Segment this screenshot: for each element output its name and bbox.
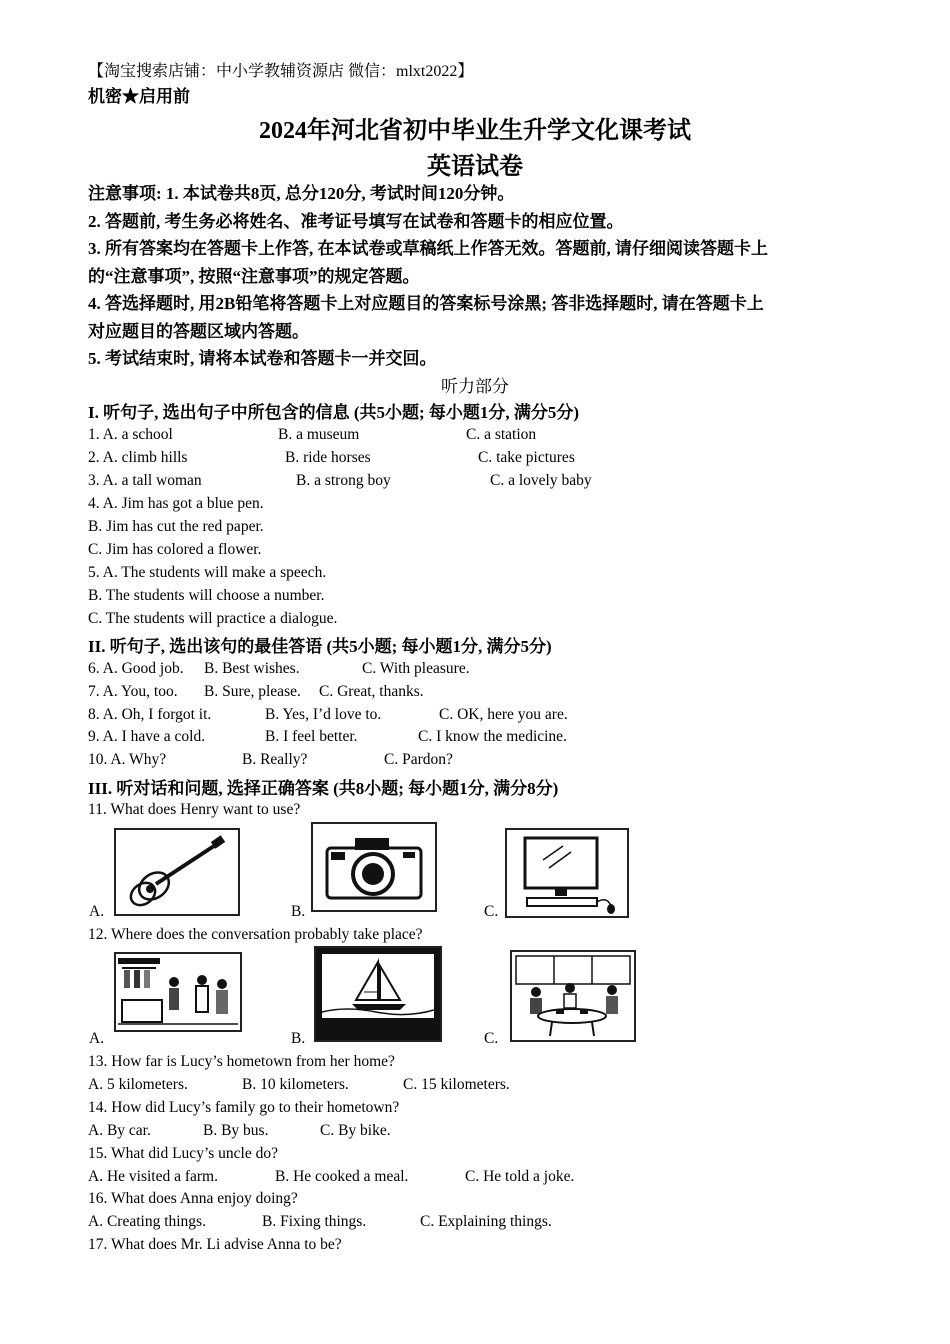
q15-option-b: B. He cooked a meal. (275, 1168, 409, 1185)
q10-option-b: B. Really? (242, 751, 308, 768)
q4-option-a: 4. A. Jim has got a blue pen. (88, 495, 264, 512)
q14-question: 14. How did Lucy’s family go to their hometown? (88, 1099, 400, 1116)
q6-option-c: C. With pleasure. (362, 660, 470, 677)
q10-option-c: C. Pardon? (384, 751, 453, 768)
q9-option-c: C. I know the medicine. (418, 728, 567, 745)
q13-question: 13. How far is Lucy’s hometown from her home? (88, 1053, 395, 1070)
q3-option-b: B. a strong boy (296, 472, 391, 489)
q1-option-a: 1. A. a school (88, 426, 173, 443)
q2-option-a: 2. A. climb hills (88, 449, 188, 466)
exam-subtitle: 英语试卷 (427, 154, 523, 180)
note-line: 的“注意事项”, 按照“注意事项”的规定答题。 (88, 266, 420, 286)
q8-option-a: 8. A. Oh, I forgot it. (88, 706, 212, 723)
q6-option-a: 6. A. Good job. (88, 660, 184, 677)
q4-option-c: C. Jim has colored a flower. (88, 541, 262, 558)
cinema-screen-icon (316, 948, 440, 1040)
q12-label-a: A. (89, 1030, 105, 1047)
q7-option-c: C. Great, thanks. (319, 683, 424, 700)
q15-option-c: C. He told a joke. (465, 1168, 575, 1185)
note-line: 对应题目的答题区域内答题。 (88, 321, 309, 341)
q11-question: 11. What does Henry want to use? (88, 801, 301, 818)
q9-option-b: B. I feel better. (265, 728, 358, 745)
note-line: 5. 考试结束时, 请将本试卷和答题卡一并交回。 (88, 349, 437, 368)
computer-picture (505, 828, 629, 918)
q2-option-b: B. ride horses (285, 449, 371, 466)
q7-option-a: 7. A. You, too. (88, 683, 178, 700)
q9-option-a: 9. A. I have a cold. (88, 728, 206, 745)
guitar-picture (114, 828, 240, 916)
q15-option-a: A. He visited a farm. (88, 1168, 218, 1185)
note-line: 4. 答选择题时, 用2B铅笔将答题卡上对应题目的答案标号涂黑; 答非选择题时, 请在答题卡上 (88, 294, 764, 313)
q5-option-c: C. The students will practice a dialogue. (88, 610, 338, 627)
shop-scene-picture (114, 952, 242, 1032)
confidential-mark: 机密★启用前 (88, 87, 190, 106)
exam-notes (88, 180, 868, 373)
restaurant-icon (512, 952, 634, 1040)
q14-option-a: A. By car. (88, 1122, 151, 1139)
q11-label-b: B. (291, 903, 306, 920)
q16-option-a: A. Creating things. (88, 1213, 206, 1230)
section-2-title: II. 听句子, 选出该句的最佳答语 (共5小题; 每小题1分, 满分5分) (88, 637, 552, 656)
q14-option-c: C. By bike. (320, 1122, 391, 1139)
q3-option-a: 3. A. a tall woman (88, 472, 202, 489)
guitar-icon (116, 830, 238, 914)
camera-icon (313, 824, 435, 910)
q5-option-b: B. The students will choose a number. (88, 587, 325, 604)
section-3-title: III. 听对话和问题, 选择正确答案 (共8小题; 每小题1分, 满分8分) (88, 779, 559, 798)
q16-option-c: C. Explaining things. (420, 1213, 552, 1230)
q8-option-b: B. Yes, I’d love to. (265, 706, 382, 723)
q6-option-b: B. Best wishes. (204, 660, 300, 677)
cinema-picture (314, 946, 442, 1042)
q12-question: 12. Where does the conversation probably take place? (88, 926, 423, 943)
q5-option-a: 5. A. The students will make a speech. (88, 564, 327, 581)
q13-option-b: B. 10 kilometers. (242, 1076, 349, 1093)
camera-picture (311, 822, 437, 912)
q2-option-c: C. take pictures (478, 449, 575, 466)
q1-option-c: C. a station (466, 426, 537, 443)
computer-icon (507, 830, 627, 916)
q15-question: 15. What did Lucy’s uncle do? (88, 1145, 278, 1162)
clothes-shop-icon (116, 954, 240, 1030)
q14-option-b: B. By bus. (203, 1122, 269, 1139)
q16-option-b: B. Fixing things. (262, 1213, 367, 1230)
q17-question: 17. What does Mr. Li advise Anna to be? (88, 1236, 342, 1253)
section-1-title: I. 听句子, 选出句子中所包含的信息 (共5小题; 每小题1分, 满分5分) (88, 403, 580, 422)
note-line: 2. 答题前, 考生务必将姓名、准考证号填写在试卷和答题卡的相应位置。 (88, 211, 624, 231)
q12-label-c: C. (484, 1030, 499, 1047)
q3-option-c: C. a lovely baby (490, 472, 592, 489)
q13-option-a: A. 5 kilometers. (88, 1076, 188, 1093)
listening-heading: 听力部分 (441, 377, 509, 396)
restaurant-picture (510, 950, 636, 1042)
q4-option-b: B. Jim has cut the red paper. (88, 518, 264, 535)
q1-option-b: B. a museum (278, 426, 360, 443)
q11-label-a: A. (89, 903, 105, 920)
q8-option-c: C. OK, here you are. (439, 706, 568, 723)
note-line: 注意事项: 1. 本试卷共8页, 总分120分, 考试时间120分钟。 (88, 184, 515, 203)
q10-option-a: 10. A. Why? (88, 751, 167, 768)
shop-ad: 【淘宝搜索店铺：中小学教辅资源店 微信：mlxt2022】 (88, 63, 474, 80)
q11-label-c: C. (484, 903, 499, 920)
note-line: 3. 所有答案均在答题卡上作答, 在本试卷或草稿纸上作答无效。答题前, 请仔细阅读答题卡上 (88, 239, 768, 258)
q16-question: 16. What does Anna enjoy doing? (88, 1190, 298, 1207)
q13-option-c: C. 15 kilometers. (403, 1076, 510, 1093)
exam-title: 2024年河北省初中毕业生升学文化课考试 (259, 118, 691, 144)
q12-label-b: B. (291, 1030, 306, 1047)
q7-option-b: B. Sure, please. (204, 683, 301, 700)
